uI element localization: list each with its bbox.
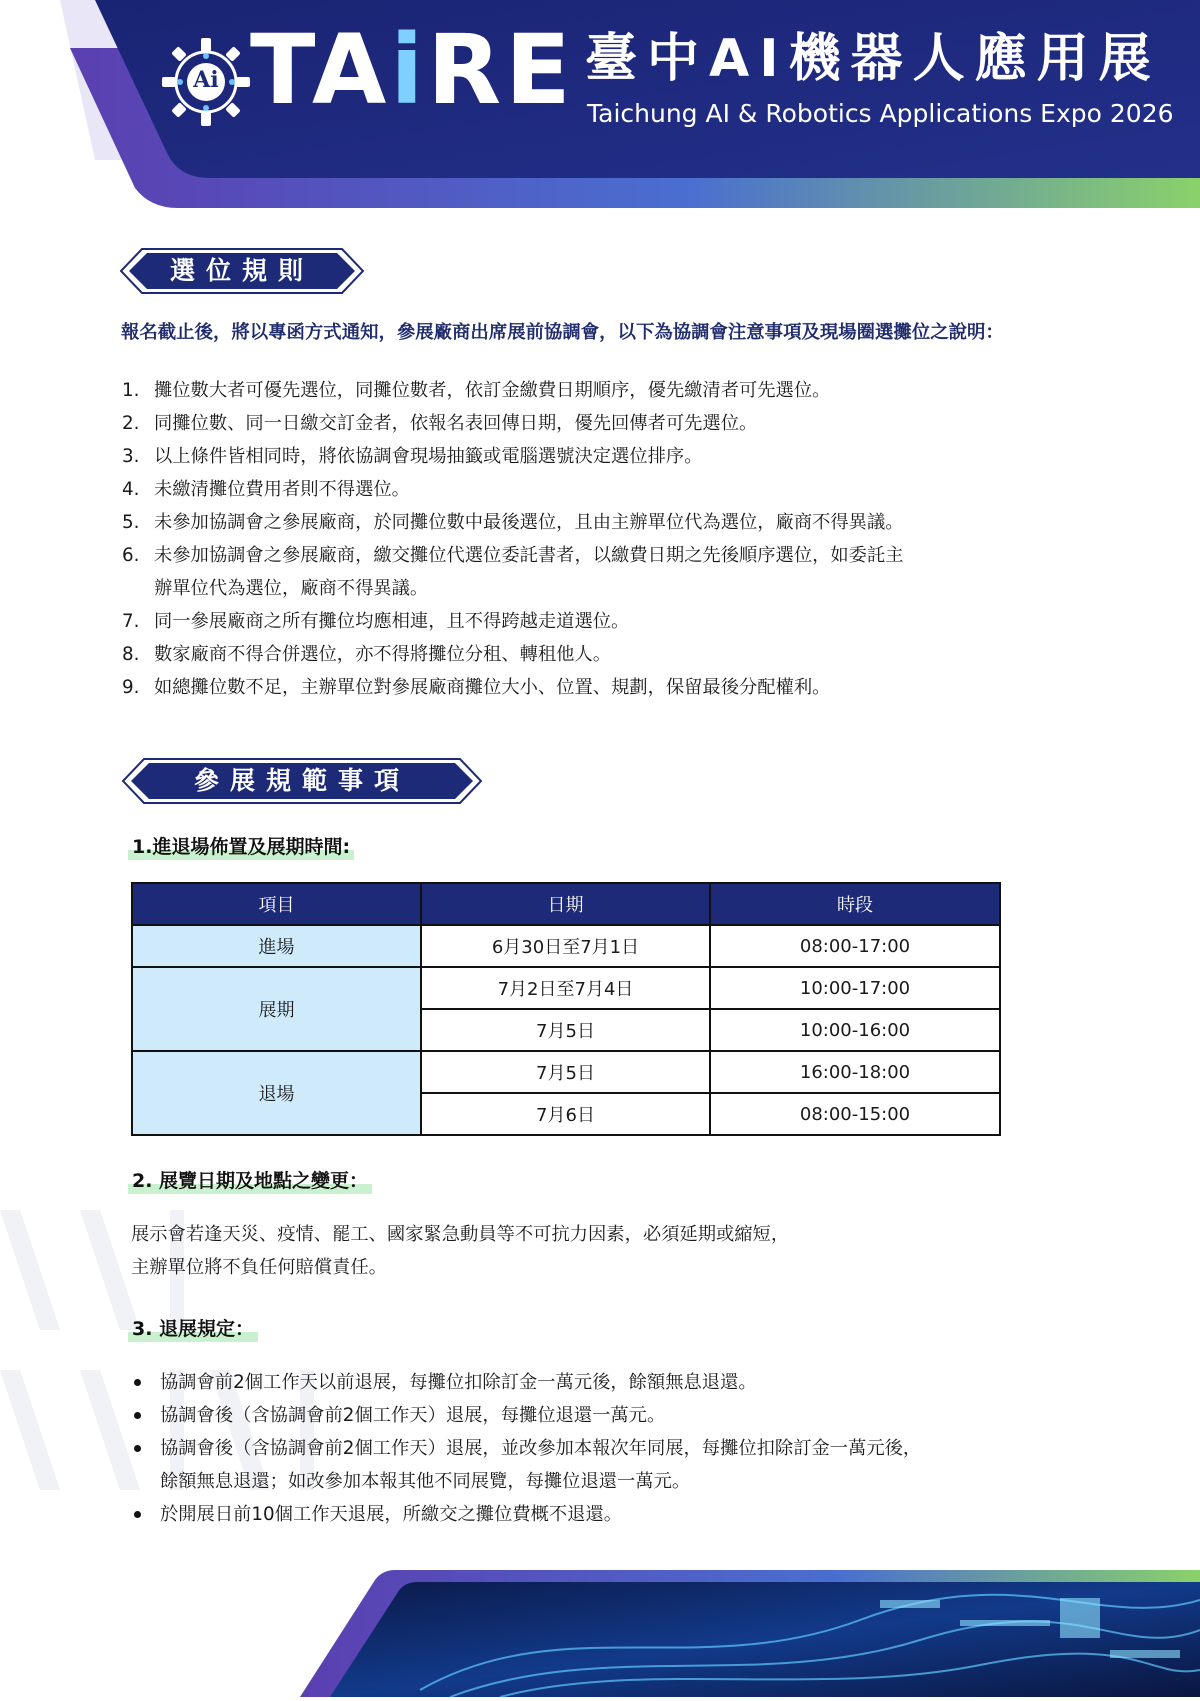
list-item xyxy=(131,1498,1031,1531)
list-item xyxy=(131,1399,1031,1432)
expo-title-en: Taichung AI & Robotics Applications Expo 2026 xyxy=(587,99,1174,128)
list-item xyxy=(122,638,1022,671)
booth-rules-heading-badge xyxy=(120,248,364,294)
item-number: 9. xyxy=(122,677,140,698)
time-cell: 16:00-18:00 xyxy=(710,1051,1000,1093)
item-number: 5. xyxy=(122,512,140,533)
item-text: 協調會後（含協調會前2個工作天）退展，每攤位退還一萬元。 xyxy=(160,1405,666,1426)
row-label-move-in: 進場 xyxy=(132,925,421,967)
list-item xyxy=(122,539,1022,605)
item-text-continued: 辦單位代為選位，廠商不得異議。 xyxy=(154,578,429,599)
date-cell: 7月6日 xyxy=(421,1093,710,1135)
bullet-icon xyxy=(134,1412,141,1419)
item-text: 同攤位數、同一日繳交訂金者，依報名表回傳日期，優先回傳者可先選位。 xyxy=(154,413,758,434)
item-number: 8. xyxy=(122,644,140,665)
change-subheading: 2. 展覽日期及地點之變更： xyxy=(128,1168,372,1194)
logo-gear xyxy=(160,36,252,128)
paragraph-line: 展示會若逢天災、疫情、罷工、國家緊急動員等不可抗力因素，必須延期或縮短， xyxy=(131,1224,790,1245)
list-item xyxy=(122,407,1022,440)
booth-rules-list xyxy=(122,374,1022,704)
date-cell: 7月5日 xyxy=(421,1051,710,1093)
date-cell: 7月5日 xyxy=(421,1009,710,1051)
footer-banner xyxy=(0,1570,1200,1697)
item-number: 7. xyxy=(122,611,140,632)
item-number: 2. xyxy=(122,413,140,434)
item-text: 以上條件皆相同時，將依協調會現場抽籤或電腦選號決定選位排序。 xyxy=(154,446,703,467)
exhibitor-rules-heading-badge xyxy=(122,758,482,804)
logo-badge-text: Ai xyxy=(193,67,219,93)
item-text: 未參加協調會之參展廠商，於同攤位數中最後選位，且由主辦單位代為選位，廠商不得異議。 xyxy=(154,512,904,533)
paragraph-line: 主辦單位將不負任何賠償責任。 xyxy=(131,1257,387,1278)
header-date: 日期 xyxy=(421,883,710,925)
list-item xyxy=(122,473,1022,506)
schedule-subheading: 1.進退場佈置及展期時間: xyxy=(128,834,354,860)
footer-graphic xyxy=(0,1570,1200,1697)
table-row xyxy=(132,967,1000,1009)
item-text: 數家廠商不得合併選位，亦不得將攤位分租、轉租他人。 xyxy=(154,644,612,665)
list-item xyxy=(122,506,1022,539)
logo-wordmark xyxy=(250,14,575,126)
item-text: 於開展日前10個工作天退展，所繳交之攤位費概不退還。 xyxy=(160,1504,623,1525)
item-number: 1. xyxy=(122,380,140,401)
row-label-show: 展期 xyxy=(132,967,421,1051)
item-text: 攤位數大者可優先選位，同攤位數者，依訂金繳費日期順序，優先繳清者可先選位。 xyxy=(154,380,831,401)
date-cell: 6月30日至7月1日 xyxy=(421,925,710,967)
time-cell: 10:00-17:00 xyxy=(710,967,1000,1009)
bullet-icon xyxy=(134,1445,141,1452)
item-text: 未參加協調會之參展廠商，繳交攤位代選位委託書者，以繳費日期之先後順序選位，如委託主 xyxy=(154,545,904,566)
change-paragraph xyxy=(131,1218,789,1284)
header-time: 時段 xyxy=(710,883,1000,925)
schedule-table xyxy=(131,882,1001,1136)
item-number: 6. xyxy=(122,545,140,566)
logo-text-post: RE xyxy=(427,14,575,126)
list-item xyxy=(122,671,1022,704)
list-item xyxy=(131,1432,1031,1498)
list-item xyxy=(122,605,1022,638)
withdrawal-subheading: 3. 退展規定： xyxy=(128,1316,258,1342)
exhibitor-rules-heading: 參展規範事項 xyxy=(193,766,410,795)
list-item xyxy=(122,374,1022,407)
date-cell: 7月2日至7月4日 xyxy=(421,967,710,1009)
table-row xyxy=(132,925,1000,967)
item-number: 4. xyxy=(122,479,140,500)
withdrawal-list xyxy=(131,1366,1031,1531)
booth-rules-heading: 選位規則 xyxy=(169,256,314,285)
logo-text-i: i xyxy=(390,14,428,126)
item-text: 協調會後（含協調會前2個工作天）退展，並改參加本報次年同展，每攤位扣除訂金一萬元後， xyxy=(160,1438,922,1459)
table-header-row xyxy=(132,883,1000,925)
time-cell: 08:00-17:00 xyxy=(710,925,1000,967)
logo-text-pre: TA xyxy=(250,14,391,126)
row-label-move-out: 退場 xyxy=(132,1051,421,1135)
item-text-continued: 餘額無息退還；如改參加本報其他不同展覽，每攤位退還一萬元。 xyxy=(160,1471,691,1492)
item-text: 未繳清攤位費用者則不得選位。 xyxy=(154,479,410,500)
list-item xyxy=(122,440,1022,473)
time-cell: 08:00-15:00 xyxy=(710,1093,1000,1135)
item-number: 3. xyxy=(122,446,140,467)
bullet-icon xyxy=(134,1511,141,1518)
expo-title-zh: 臺中AI機器人應用展 xyxy=(585,29,1161,89)
bullet-icon xyxy=(134,1379,141,1386)
booth-rules-intro: 報名截止後，將以專函方式通知，參展廠商出席展前協調會，以下為協調會注意事項及現場圈選攤位之說明： xyxy=(121,322,1004,343)
item-text: 如總攤位數不足，主辦單位對參展廠商攤位大小、位置、規劃，保留最後分配權利。 xyxy=(154,677,831,698)
item-text: 同一參展廠商之所有攤位均應相連，且不得跨越走道選位。 xyxy=(154,611,630,632)
item-text: 協調會前2個工作天以前退展，每攤位扣除訂金一萬元後，餘額無息退還。 xyxy=(160,1372,757,1393)
time-cell: 10:00-16:00 xyxy=(710,1009,1000,1051)
list-item xyxy=(131,1366,1031,1399)
header-item: 項目 xyxy=(132,883,421,925)
table-row xyxy=(132,1051,1000,1093)
